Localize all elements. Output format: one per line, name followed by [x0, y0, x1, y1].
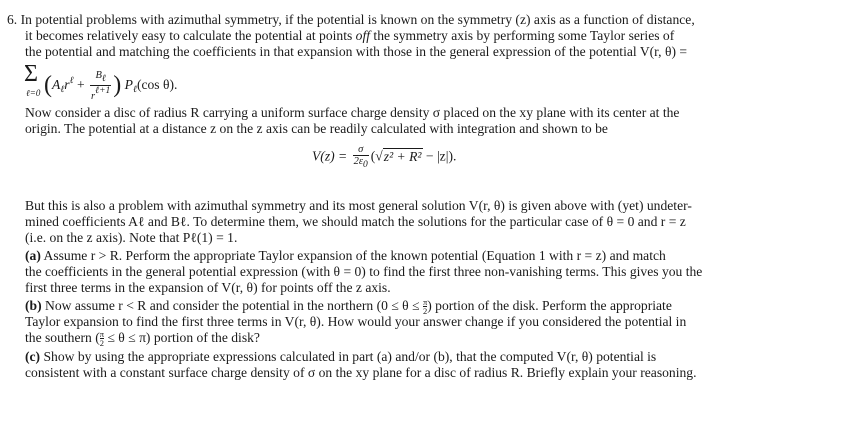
frac-num: B — [95, 70, 102, 81]
part-a-line-1 — [25, 248, 666, 264]
legendre-p: P — [124, 77, 133, 93]
disc-line-1: Now consider a disc of radius R carrying a uniform surface charge density σ placed on the xy plane with its center at the — [25, 105, 680, 120]
intro-line-2 — [25, 28, 674, 44]
part-a-line-2: the coefficients in the general potential expression (with θ = 0) to find the first three non-vanishing terms. This gives you the — [25, 264, 703, 279]
series-expression: ($A_\ell r^\ell$ + $\frac{\text{Bℓ}}{\text{rℓ+1}}$ ) $P_\ell(\cos$ θ). — [44, 70, 178, 102]
eq-frac-num: σ — [358, 144, 364, 155]
eq-frac-den: 2ε — [353, 156, 364, 167]
azi-line-2: mined coefficients Aℓ and Bℓ. To determine them, we should match the solutions for the particular case of θ = 0 and r = z — [25, 214, 686, 229]
sum-index: ℓ=0 — [26, 88, 41, 98]
part-b-text-3b: ≤ θ ≤ π) portion of the disk? — [104, 330, 260, 345]
series-plus: + — [76, 77, 85, 93]
eq-lhs: V(z) = — [312, 148, 348, 164]
part-b-text-1b: ) portion of the disk. Perform the appropriate — [427, 298, 672, 313]
problem-number: 6. — [7, 12, 18, 27]
eq-frac-den-sub: 0 — [363, 160, 368, 170]
eq-fraction — [353, 144, 369, 171]
part-c-line-2: consistent with a constant surface charge density of σ on the xy plane for a disc of radius R. Briefly explain your reasoning. — [25, 365, 697, 380]
eq-close: − |z|). — [422, 148, 457, 164]
part-c-label: (c) — [25, 349, 41, 364]
problem-number-line — [7, 12, 695, 28]
part-b-label: (b) — [25, 298, 42, 313]
var-r: r — [64, 77, 70, 93]
sum-symbol: Σ — [24, 61, 38, 87]
pi-num-2: π — [99, 329, 105, 340]
azi-line-1: But this is also a problem with azimuthal symmetry and its most general solution V(r, θ) is given above with (yet) undeter- — [25, 198, 692, 213]
frac-den-sup: ℓ+1 — [95, 86, 111, 96]
part-b-text-3a: the southern ( — [25, 330, 100, 345]
potential-equation — [312, 144, 456, 171]
legendre-arg: (cos θ). — [136, 77, 178, 93]
coef-a-sub: ℓ — [60, 85, 65, 96]
intro-line-3: the potential and matching the coefficients in that expansion with those in the general expression of the potential V(r, θ) = — [25, 44, 688, 59]
part-b-line-2: Taylor expansion to find the first three terms in V(r, θ). How would your answer change if you considered the potential in — [25, 314, 687, 329]
var-r-sup: ℓ — [69, 76, 74, 87]
legendre-sub: ℓ — [132, 85, 137, 96]
eq-open: (√ — [370, 148, 383, 164]
eq-radicand: z² + R² — [383, 148, 422, 164]
intro-line-2a: it becomes relatively easy to calculate the potential at points — [25, 28, 356, 43]
part-a-text-1: Assume r > R. Perform the appropriate Taylor expansion of the known potential (Equation 1 with r = z) and match — [40, 248, 666, 263]
frac-num-sub: ℓ — [101, 74, 106, 84]
frac-den: r — [91, 91, 96, 102]
series-fraction — [90, 70, 111, 102]
intro-line-2b: the symmetry axis by performing some Taylor series of — [370, 28, 675, 43]
disc-line-2: origin. The potential at a distance z on the z axis can be readily calculated with integration and shown to be — [25, 121, 608, 136]
part-c-text-1: Show by using the appropriate expressions calculated in part (a) and/or (b), that the computed V(r, θ) potential is — [40, 349, 657, 364]
part-c-line-1 — [25, 349, 656, 365]
azi-line-3: (i.e. on the z axis). Note that Pℓ(1) = 1. — [25, 230, 238, 245]
pi-den-2: 2 — [99, 338, 105, 349]
part-a-line-3: first three terms in the expansion of V(r, θ) for points off the z axis. — [25, 280, 391, 295]
pi-num: π — [422, 297, 428, 308]
pi-den: 2 — [422, 306, 428, 317]
part-b-line-3 — [25, 330, 260, 347]
coef-a: A — [52, 77, 61, 93]
part-b-line-1 — [25, 298, 672, 315]
part-b-text-1a: Now assume r < R and consider the potential in the northern (0 ≤ θ ≤ — [41, 298, 423, 313]
intro-line-1: In potential problems with azimuthal symmetry, if the potential is known on the symmetry (z) axis as a function of distance, — [20, 12, 695, 27]
part-a-label: (a) — [25, 248, 41, 263]
intro-off-word: off — [355, 28, 371, 43]
